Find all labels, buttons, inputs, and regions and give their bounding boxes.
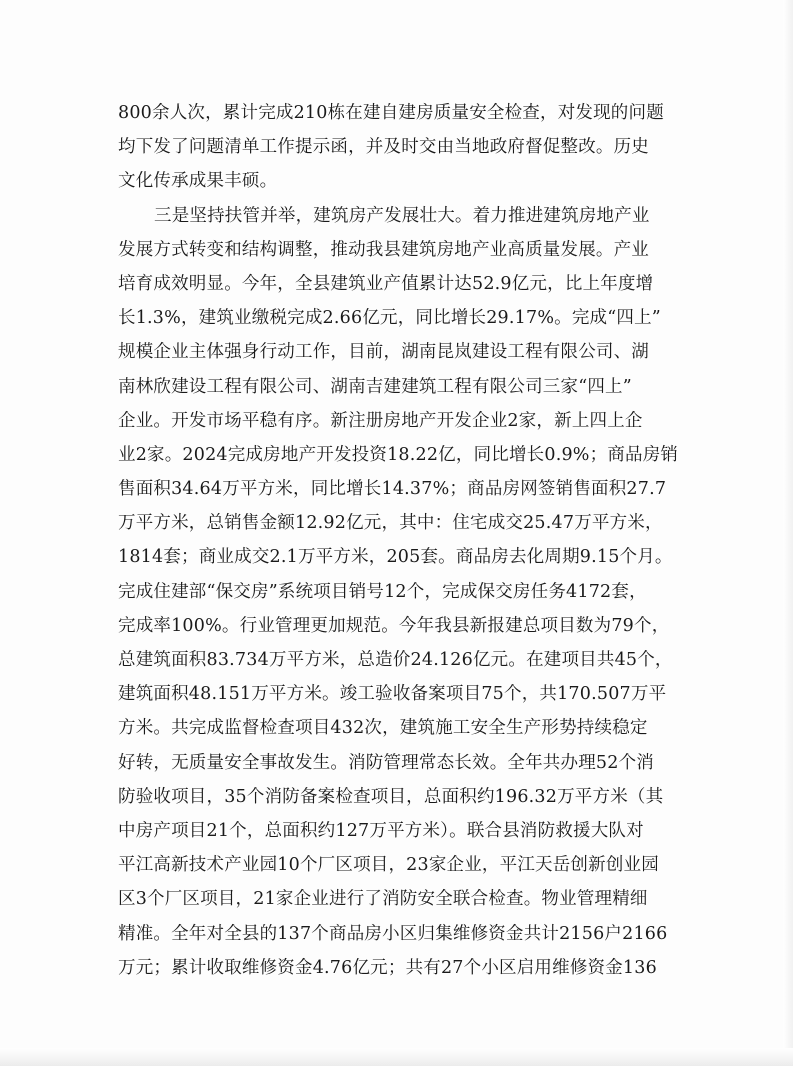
text-line: 800余人次，累计完成210栋在建自建房质量安全检查，对发现的问题 [118,103,664,123]
paragraph-start-line: 三是坚持扶管并举，建筑房产发展壮大。着力推进建筑房地产业 [154,205,650,226]
text-line: 中房产项目21个，总面积约127万平方米）。联合县消防救援大队对 [118,820,644,841]
text-line: 售面积34.64万平方米，同比增长14.37%；商品房网签销售面积27.7 [118,479,667,500]
text-line: 区3个厂区项目，21家企业进行了消防安全联合检查。物业管理精细 [118,889,648,910]
scan-right-edge [783,0,793,1066]
text-line: 万元；累计收取维修资金4.76亿元；共有27个小区启用维修资金136 [118,957,657,978]
text-line: 均下发了问题清单工作提示函，并及时交由当地政府督促整改。历史 [118,137,649,158]
text-line: 平江高新技术产业园10个厂区项目，23家企业，平江天岳创新创业园 [118,855,659,876]
text-line: 万平方米，总销售金额12.92亿元，其中：住宅成交25.47万平方米， [118,513,663,534]
text-line: 完成率100%。行业管理更加规范。今年我县新报建总项目数为79个， [118,615,670,636]
text-line: 长1.3%，建筑业缴税完成2.66亿元，同比增长29.17%。完成“四上” [118,308,661,329]
text-line: 规模企业主体强身行动工作，目前，湖南昆岚建设工程有限公司、湖 [118,342,649,363]
body-text [118,96,679,985]
text-line: 总建筑面积83.734万平方米，总造价24.126亿元。在建项目共45个， [118,650,673,670]
text-line: 南林欣建设工程有限公司、湖南吉建建筑工程有限公司三家“四上” [118,376,632,397]
text-line: 业2家。2024完成房地产开发投资18.22亿，同比增长0.9%；商品房销 [118,444,679,465]
text-line: 防验收项目，35个消防备案检查项目，总面积约196.32万平方米（其 [118,786,664,807]
text-line: 完成住建部“保交房”系统项目销号12个，完成保交房任务4172套， [118,581,647,602]
text-line: 建筑面积48.151万平方米。竣工验收备案项目75个，共170.507万平 [118,684,667,705]
text-line: 发展方式转变和结构调整，推动我县建筑房地产业高质量发展。产业 [118,239,649,260]
text-line: 培育成效明显。今年，全县建筑业产值累计达52.9亿元，比上年度增 [118,273,654,294]
text-line: 1814套；商业成交2.1万平方米，205套。商品房去化周期9.15个月。 [118,547,673,568]
scan-bottom-edge [0,1048,793,1066]
text-line: 精准。全年对全县的137个商品房小区归集维修资金共计2156户2166 [118,923,668,944]
text-line: 方米。共完成监督检查项目432次，建筑施工安全生产形势持续稳定 [118,718,648,739]
text-line: 好转，无质量安全事故发生。消防管理常态长效。全年共办理52个消 [118,752,654,773]
text-line: 文化传承成果丰硕。 [118,171,278,192]
text-line: 企业。开发市场平稳有序。新注册房地产开发企业2家，新上四上企 [118,410,643,431]
